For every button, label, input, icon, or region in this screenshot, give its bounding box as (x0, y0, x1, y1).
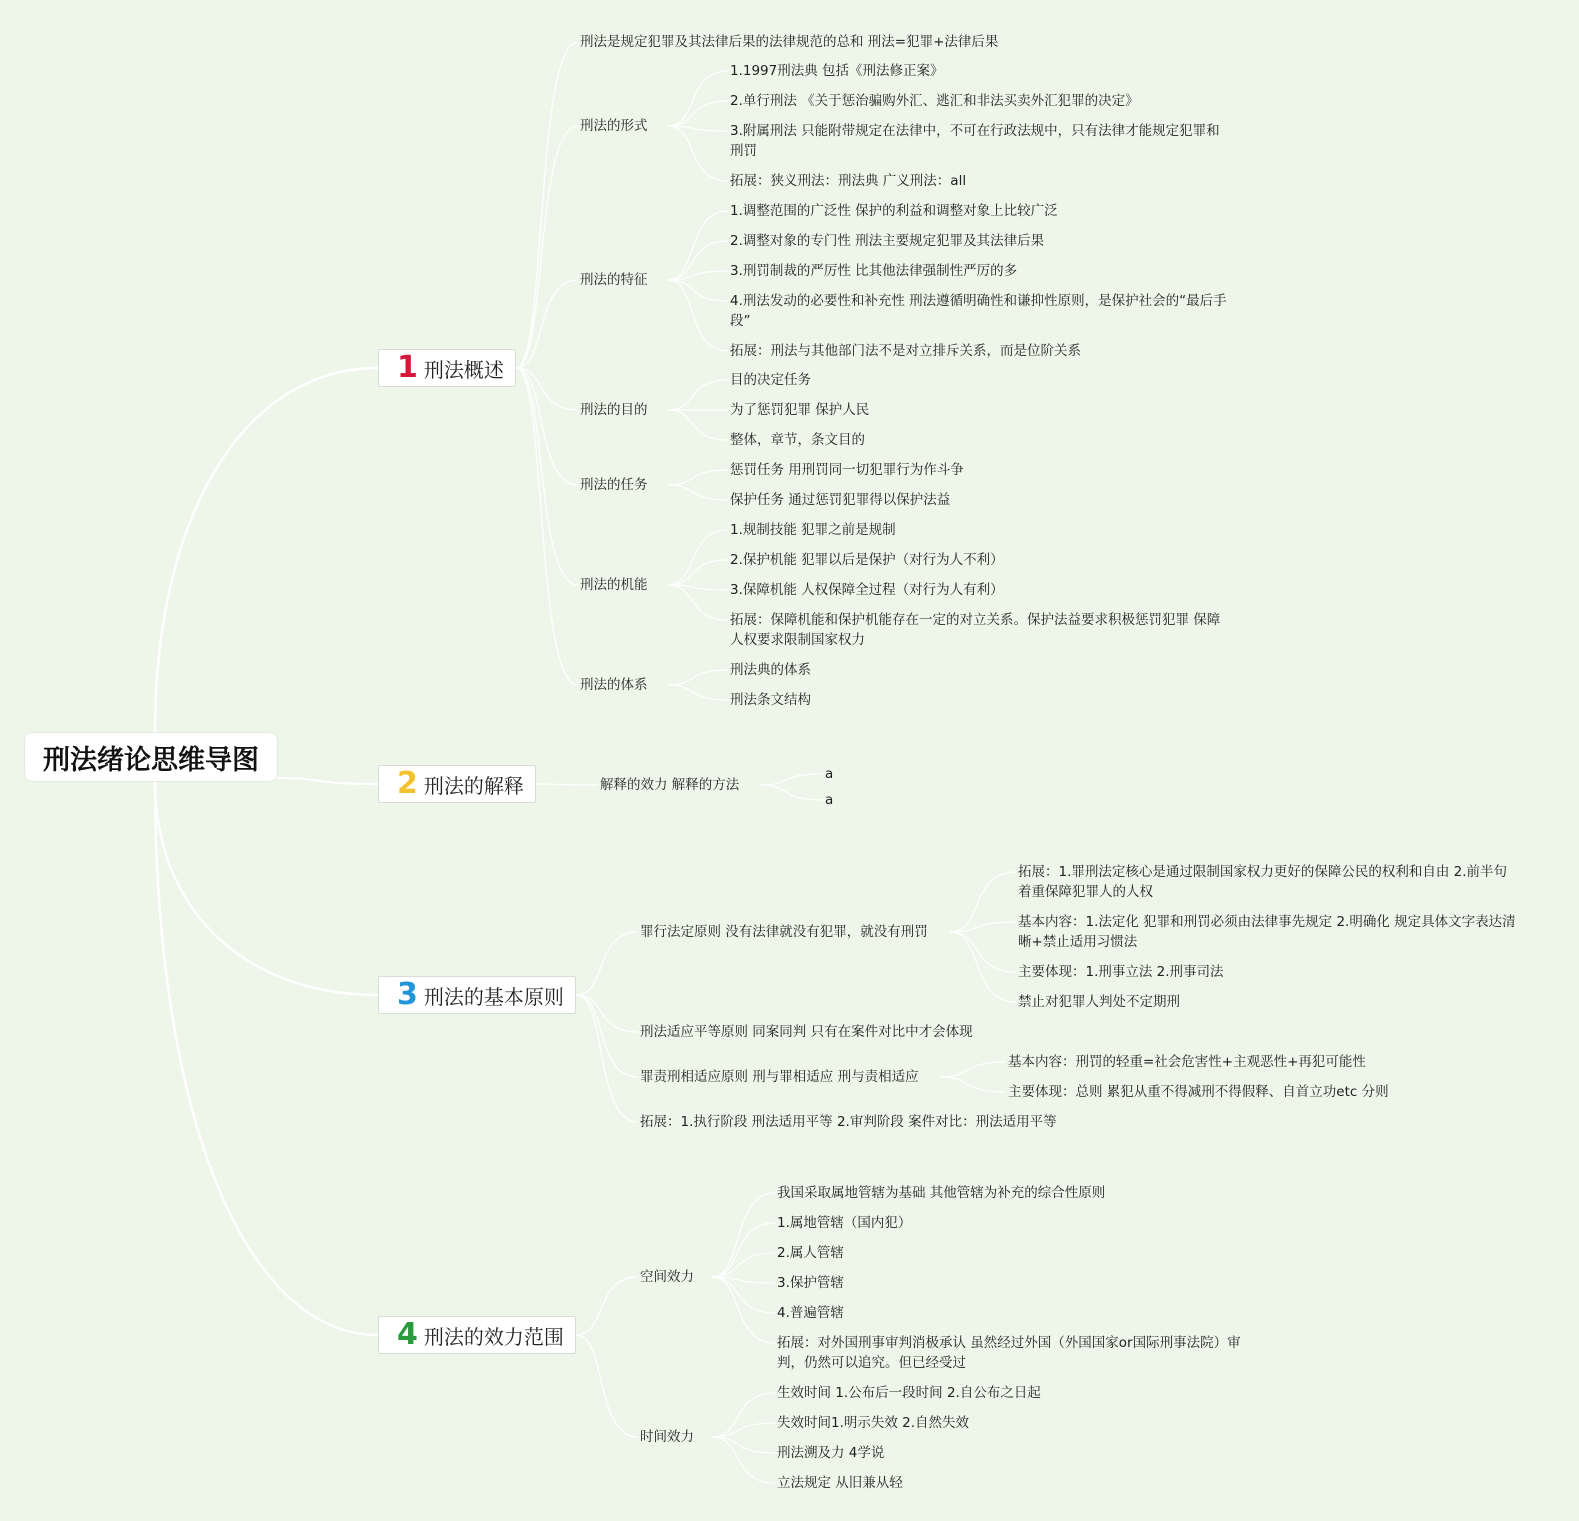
connector (668, 530, 728, 585)
connector (668, 585, 728, 620)
topic-time[interactable]: 时间效力 (640, 1429, 694, 1445)
connector (712, 1423, 775, 1437)
topic-extension[interactable]: 拓展：1.执行阶段 刑法适用平等 2.审判阶段 案件对比：刑法适用平等 (640, 1114, 1057, 1130)
connector (668, 380, 728, 410)
branch-label: 刑法概述 (423, 357, 504, 382)
branch-3-principles[interactable] (378, 976, 576, 1014)
connector (712, 1223, 775, 1277)
connector (668, 410, 728, 440)
connector (516, 280, 578, 368)
topic-space[interactable]: 空间效力 (640, 1269, 694, 1285)
leaf[interactable]: 3.保障机能 人权保障全过程（对行为人有利） (730, 582, 1004, 598)
leaf[interactable]: 拓展：1.罪刑法定核心是通过限制国家权力更好的保障公民的权利和自由 2.前半句着重保障犯罪人的人权 (1018, 864, 1508, 900)
connector (516, 126, 578, 368)
topic-task[interactable]: 刑法的任务 (580, 477, 648, 493)
branch-number: 1 (397, 350, 418, 385)
connector (950, 872, 1016, 932)
connector (668, 280, 728, 351)
leaf[interactable]: 4.普遍管辖 (777, 1305, 844, 1321)
connector (668, 670, 728, 685)
connector (950, 932, 1016, 1002)
leaf[interactable]: 主要体现：1.刑事立法 2.刑事司法 (1018, 964, 1224, 980)
leaf[interactable]: 主要体现：总则 累犯从重不得减刑不得假释、自首立功etc 分则 (1008, 1084, 1389, 1100)
connector (668, 280, 728, 301)
connector (576, 1335, 638, 1437)
leaf[interactable]: a (825, 792, 834, 808)
leaf[interactable]: 基本内容：1.法定化 犯罪和刑罚必须由法律事先规定 2.明确化 规定具体文字表达清晰+禁止适用习惯法 (1018, 914, 1516, 950)
branch-2-interpretation[interactable] (378, 765, 536, 803)
branch-4-scope[interactable] (378, 1316, 576, 1354)
connector (668, 470, 728, 485)
connector (155, 781, 378, 1335)
connector (712, 1393, 775, 1437)
leaf[interactable]: 刑法条文结构 (730, 692, 811, 708)
topic-legality[interactable]: 罪行法定原则 没有法律就没有犯罪，就没有刑罚 (640, 924, 928, 940)
branch-number: 2 (397, 766, 418, 801)
connector (668, 101, 728, 126)
connector (668, 685, 728, 700)
leaf[interactable]: 基本内容：刑罚的轻重=社会危害性+主观恶性+再犯可能性 (1008, 1054, 1366, 1070)
leaf[interactable]: 1.调整范围的广泛性 保护的利益和调整对象上比较广泛 (730, 203, 1058, 219)
connector (950, 932, 1016, 972)
connector (516, 368, 578, 685)
connector (155, 368, 378, 733)
connector (668, 560, 728, 585)
connector (576, 932, 638, 995)
leaf[interactable]: 拓展：对外国刑事审判消极承认 虽然经过外国（外国国家or国际刑事法院）审判，仍然可以追究。但已经受过 (777, 1335, 1241, 1371)
leaf[interactable]: 刑法溯及力 4学说 (777, 1445, 885, 1461)
connector (516, 368, 578, 485)
connector (155, 781, 378, 995)
branch-label: 刑法的效力范围 (423, 1324, 564, 1349)
connector (668, 241, 728, 280)
topic-function[interactable]: 刑法的机能 (580, 577, 648, 593)
connector (576, 995, 638, 1032)
leaf[interactable]: 3.刑罚制裁的严厉性 比其他法律强制性严厉的多 (730, 263, 1018, 279)
topic-system[interactable]: 刑法的体系 (580, 677, 648, 693)
leaf[interactable]: 拓展：刑法与其他部门法不是对立排斥关系，而是位阶关系 (730, 343, 1081, 359)
leaf[interactable]: 生效时间 1.公布后一段时间 2.自公布之日起 (777, 1385, 1041, 1401)
leaf[interactable]: 我国采取属地管辖为基础 其他管辖为补充的综合性原则 (777, 1185, 1106, 1201)
connector (536, 784, 598, 785)
leaf[interactable]: 拓展：狭义刑法：刑法典 广义刑法：all (730, 173, 967, 189)
connector (760, 785, 823, 800)
connector (712, 1253, 775, 1277)
connector (760, 774, 823, 785)
branch-number: 4 (397, 1317, 418, 1352)
leaf[interactable]: 1.属地管辖（国内犯） (777, 1215, 912, 1231)
connector (277, 778, 378, 784)
root-topic[interactable]: 刑法绪论思维导图 (25, 733, 277, 781)
connector (576, 995, 638, 1122)
connector (668, 126, 728, 131)
topic-proportionality[interactable]: 罪责刑相适应原则 刑与罪相适应 刑与责相适应 (640, 1069, 919, 1085)
connector (712, 1193, 775, 1277)
leaf[interactable]: 2.保护机能 犯罪以后是保护（对行为人不利） (730, 552, 1004, 568)
connector (712, 1277, 775, 1283)
leaf[interactable]: 刑法典的体系 (730, 662, 811, 678)
topic-features[interactable]: 刑法的特征 (580, 272, 648, 288)
connector (668, 71, 728, 126)
leaf[interactable]: 惩罚任务 用刑罚同一切犯罪行为作斗争 (730, 462, 964, 478)
leaf[interactable]: 拓展：保障机能和保护机能存在一定的对立关系。保护法益要求积极惩罚犯罪 保障人权要求限制国家权力 (730, 612, 1221, 648)
connector (668, 485, 728, 500)
definition-node[interactable]: 刑法是规定犯罪及其法律后果的法律规范的总和 刑法=犯罪+法律后果 (580, 34, 999, 50)
connector (712, 1277, 775, 1313)
connector (668, 126, 728, 181)
leaf[interactable]: 失效时间1.明示失效 2.自然失效 (777, 1415, 970, 1431)
leaf[interactable]: 为了惩罚犯罪 保护人民 (730, 402, 870, 418)
branch-1-overview[interactable] (378, 349, 516, 387)
leaf[interactable]: 3.保护管辖 (777, 1275, 844, 1291)
connector (516, 368, 578, 585)
connector (712, 1437, 775, 1453)
leaf[interactable]: 保护任务 通过惩罚犯罪得以保护法益 (730, 492, 951, 508)
leaf[interactable]: 立法规定 从旧兼从轻 (777, 1475, 903, 1491)
topic-equality[interactable]: 刑法适应平等原则 同案同判 只有在案件对比中才会体现 (640, 1024, 973, 1040)
leaf[interactable]: 3.附属刑法 只能附带规定在法律中，不可在行政法规中，只有法律才能规定犯罪和刑罚 (730, 123, 1220, 159)
leaf[interactable]: 1.1997刑法典 包括《刑法修正案》 (730, 63, 944, 79)
leaf[interactable]: 2.属人管辖 (777, 1245, 844, 1261)
leaf[interactable]: 2.单行刑法 《关于惩治骗购外汇、逃汇和非法买卖外汇犯罪的决定》 (730, 93, 1139, 109)
connector (712, 1437, 775, 1483)
topic-interpretation[interactable]: 解释的效力 解释的方法 (600, 777, 740, 793)
leaf[interactable]: 4.刑法发动的必要性和补充性 刑法遵循明确性和谦抑性原则，是保护社会的“最后手段” (730, 293, 1227, 329)
connector (668, 211, 728, 280)
branch-label: 刑法的解释 (423, 773, 524, 798)
leaf[interactable]: 1.规制技能 犯罪之前是规制 (730, 522, 896, 538)
connector (576, 1277, 638, 1335)
connector (940, 1077, 1006, 1092)
leaf[interactable]: 整体，章节，条文目的 (730, 432, 865, 448)
branch-number: 3 (397, 977, 418, 1012)
connector (712, 1277, 775, 1343)
leaf[interactable]: 目的决定任务 (730, 372, 811, 388)
connector (576, 995, 638, 1077)
connector (516, 368, 578, 410)
leaf[interactable]: 禁止对犯罪人判处不定期刑 (1018, 994, 1180, 1010)
connector (940, 1062, 1006, 1077)
connector (950, 922, 1016, 932)
connector (668, 585, 728, 590)
connector (668, 271, 728, 280)
leaf[interactable]: 2.调整对象的专门性 刑法主要规定犯罪及其法律后果 (730, 233, 1045, 249)
branch-label: 刑法的基本原则 (423, 984, 564, 1009)
connector (516, 42, 578, 368)
leaf[interactable]: a (825, 766, 834, 782)
topic-form[interactable]: 刑法的形式 (580, 118, 648, 134)
topic-goal[interactable]: 刑法的目的 (580, 402, 648, 418)
